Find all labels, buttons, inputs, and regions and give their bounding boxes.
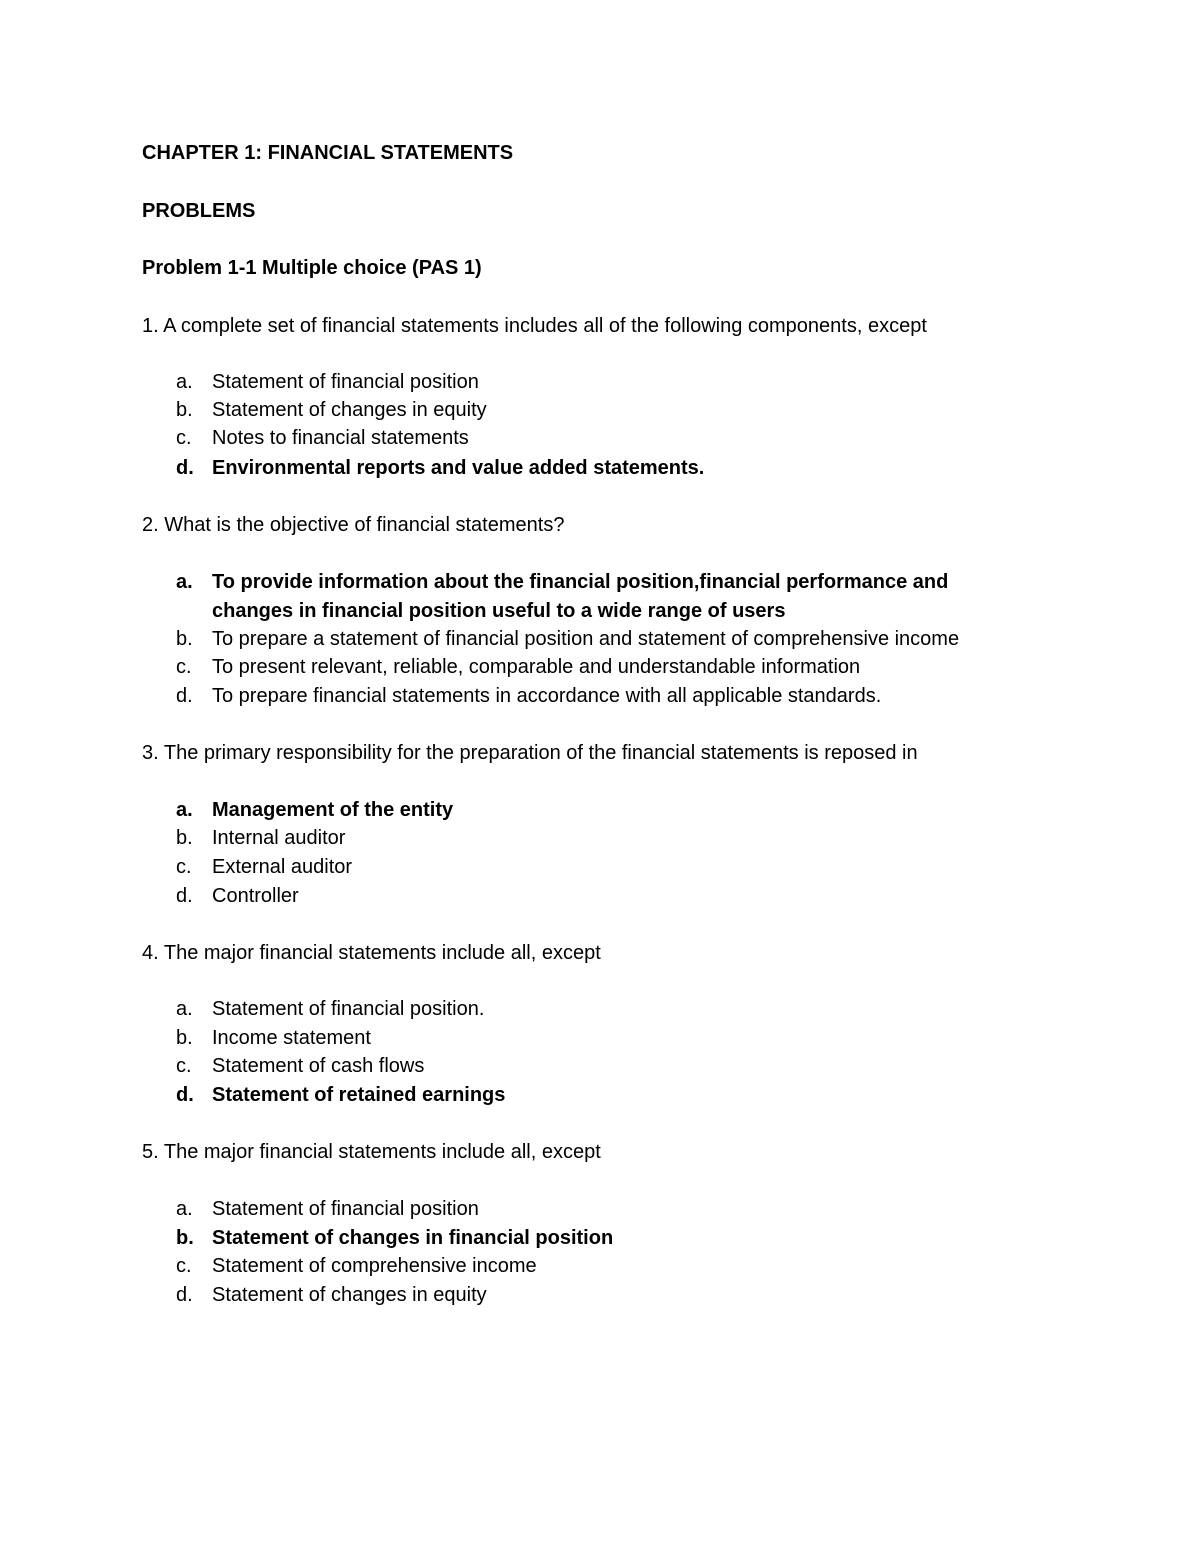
chapter-title: CHAPTER 1: FINANCIAL STATEMENTS — [142, 142, 514, 164]
option-letter: b. — [176, 628, 193, 650]
option-letter: b. — [176, 399, 193, 421]
option-text: To provide information about the financial position,financial performance and — [212, 571, 949, 593]
option-letter: a. — [176, 998, 193, 1020]
option-letter: d. — [176, 685, 193, 707]
question-3: 3. The primary responsibility for the preparation of the financial statements is reposed in — [142, 742, 918, 764]
option-text: Statement of changes in financial position — [212, 1227, 614, 1249]
question-1: 1. A complete set of financial statements includes all of the following components, except — [142, 315, 927, 337]
option-text: Statement of financial position — [212, 371, 479, 393]
option-text: Statement of cash flows — [212, 1055, 425, 1077]
problem-title: Problem 1-1 Multiple choice (PAS 1) — [142, 257, 482, 279]
option-letter: c. — [176, 1055, 192, 1077]
option-text: To present relevant, reliable, comparable and understandable information — [212, 656, 861, 678]
option-letter: a. — [176, 371, 193, 393]
option-letter: b. — [176, 827, 193, 849]
option-letter: c. — [176, 656, 192, 678]
option-text: Income statement — [212, 1027, 371, 1049]
question-4: 4. The major financial statements include all, except — [142, 942, 601, 964]
option-text: Statement of comprehensive income — [212, 1255, 537, 1277]
option-letter: c. — [176, 427, 192, 449]
option-text: Internal auditor — [212, 827, 346, 849]
option-text: To prepare a statement of financial position and statement of comprehensive income — [212, 628, 960, 650]
option-text: Notes to financial statements — [212, 427, 469, 449]
option-text: External auditor — [212, 856, 353, 878]
option-text: Environmental reports and value added statements. — [212, 457, 705, 479]
question-5: 5. The major financial statements include all, except — [142, 1141, 601, 1163]
option-letter: b. — [176, 1027, 193, 1049]
option-text: Statement of changes in equity — [212, 399, 487, 421]
option-letter: b. — [176, 1227, 194, 1249]
option-text: Statement of changes in equity — [212, 1284, 487, 1306]
option-text: Statement of financial position. — [212, 998, 485, 1020]
option-text: Statement of retained earnings — [212, 1084, 506, 1106]
option-text: Controller — [212, 885, 299, 907]
option-letter: a. — [176, 1198, 193, 1220]
option-letter: d. — [176, 457, 194, 479]
section-title: PROBLEMS — [142, 200, 256, 222]
option-letter: a. — [176, 571, 193, 593]
option-letter: a. — [176, 799, 193, 821]
option-letter: d. — [176, 885, 193, 907]
option-letter: d. — [176, 1084, 194, 1106]
option-letter: c. — [176, 856, 192, 878]
option-text: To prepare financial statements in accordance with all applicable standards. — [212, 685, 882, 707]
option-text: Statement of financial position — [212, 1198, 479, 1220]
option-letter: c. — [176, 1255, 192, 1277]
option-text-continued: changes in financial position useful to a wide range of users — [212, 600, 786, 622]
option-text: Management of the entity — [212, 799, 454, 821]
option-letter: d. — [176, 1284, 193, 1306]
question-2: 2. What is the objective of financial statements? — [142, 514, 565, 536]
